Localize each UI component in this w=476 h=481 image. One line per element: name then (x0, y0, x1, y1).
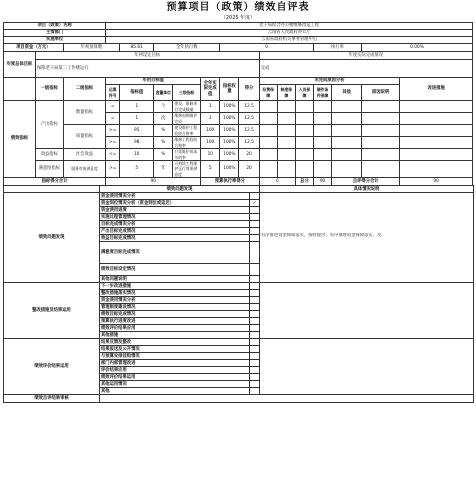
indicator-op: >= (106, 137, 120, 149)
application-item: 与预算安排挂钩情况 (100, 353, 250, 360)
rectify-item: 绩效评价结果应用 (100, 325, 250, 332)
diag-item: 目标完成情况分析 (100, 221, 250, 228)
indicator-val: 10 (120, 149, 154, 161)
diag-header-a: 具体情况说明 (260, 186, 474, 193)
header-r6: 原因说明 (361, 85, 399, 101)
application-item: 其他运用情况 (100, 381, 250, 388)
indicator-unit: % (154, 125, 173, 137)
indicator-val: 1 (120, 113, 154, 125)
form-year: （2025 年度） (220, 15, 256, 21)
indicator-op: = (106, 101, 120, 113)
indicator-unit: % (154, 149, 173, 161)
full-year-label: 全年执行数 (154, 44, 220, 52)
indicator-unit: 年 (154, 161, 173, 178)
header-op: 运算符号 (106, 85, 120, 101)
indicator-l2: 质量指标 (63, 125, 106, 149)
rectify-item: 下一步改进措施 (100, 283, 250, 290)
main-table (3, 22, 473, 186)
diag-item: 资金使用情况分析 (100, 193, 250, 200)
dept-value: 云南省人民政府办公厅 (106, 30, 473, 37)
indicator-group-label: 绩效指标 (4, 101, 36, 178)
indicator-weight: 100% (220, 149, 239, 161)
header-group-indicator (4, 78, 36, 101)
header-r1: 经费保障 (259, 85, 277, 101)
diag-item: 绩效目标设定情况 (100, 264, 250, 276)
indicator-weight: 100% (220, 161, 239, 178)
header-r5: 其他 (332, 85, 362, 101)
header-l1: 一级指标 (35, 78, 63, 101)
indicator-weight: 100% (220, 101, 239, 113)
diag-group-label: 绩效问题发现 (4, 193, 100, 283)
diag-item: 效益目标完成情况 (100, 235, 250, 242)
indicator-score: 12.5 (239, 125, 259, 137)
project-value: 老干局综合办公楼维修改造工程 (106, 23, 473, 30)
score-total-value: 90 (106, 178, 201, 186)
goals-planned-value: 保障老干局第二工作楼运行 (35, 60, 259, 78)
header-l3: 三级指标 (173, 85, 201, 101)
exec-score-value: 0 (259, 178, 295, 186)
indicator-val: 98 (120, 137, 154, 149)
diag-table (3, 185, 474, 403)
header-weight: 指标权重 (220, 78, 239, 101)
application-group-label: 绩效评价结果运用 (4, 339, 100, 395)
indicator-val: 95 (120, 125, 154, 137)
exec-score-label: 预算执行率得分 (201, 178, 260, 186)
indicator-op: = (106, 113, 120, 125)
indicator-weight: 100% (220, 113, 239, 125)
indicator-actual: 1 (201, 113, 220, 125)
indicator-score: 20 (239, 149, 259, 161)
indicator-score: 20 (239, 161, 259, 178)
total-label: 总分 (295, 178, 313, 186)
header-r4: 硬件条件保障 (314, 85, 332, 101)
exec-rate-label: 执行率 (314, 44, 362, 52)
year-budget-value: 85.61 (120, 44, 154, 52)
header-unit: 度量单位 (154, 85, 173, 101)
indicator-actual: 1 (201, 101, 220, 113)
check-mark-icon: ✓ (250, 200, 260, 207)
diag-item: 资金使用进度 (100, 207, 250, 214)
indicator-unit: % (154, 137, 173, 149)
goals-planned-label: 年初设定目标 (35, 52, 259, 60)
indicator-weight: 100% (220, 125, 239, 137)
indicator-actual: 5 (201, 161, 220, 178)
footer-label: 绩效自评结果审核 (4, 395, 100, 403)
exec-rate-value: 0.00% (361, 44, 472, 52)
header-l2: 二级指标 (63, 78, 106, 101)
diag-item: 满意度目标完成情况 (100, 242, 250, 264)
application-item: 评价结果应用 (100, 367, 250, 374)
self-score-value: 90 (400, 178, 473, 186)
header-reason-group: 未完成原因分析 (259, 78, 400, 85)
rectify-item: 预算执行进度改进 (100, 318, 250, 325)
rectify-item: 绩效目标完成情况 (100, 311, 250, 318)
indicator-val: 1 (120, 101, 154, 113)
indicator-l2: 数量指标 (63, 101, 106, 125)
indicator-score: 12.5 (239, 137, 259, 149)
year-budget-label: 年初预算数 (63, 44, 119, 52)
rectify-item: 整改措施落实情况 (100, 290, 250, 297)
indicator-l3: 可持续工程维护运行效果满意度 (173, 161, 201, 178)
rectify-group-label: 整改措施及结果运用 (4, 283, 100, 339)
indicator-l3: 建设维护工程验收合格率 (173, 125, 201, 137)
header-annual: 年初目标值 (106, 78, 201, 85)
header-r3: 人员保障 (295, 85, 313, 101)
diag-item: 实施过程管理情况 (100, 214, 250, 221)
indicator-l3: 维修周期维护完成 (173, 113, 201, 125)
total-value: 90 (314, 178, 332, 186)
application-item: 部门内部管理改进 (100, 360, 250, 367)
indicator-score: 12.5 (239, 101, 259, 113)
full-year-value: 0 (220, 44, 314, 52)
indicator-l1: 满意度指标 (35, 161, 63, 178)
indicator-actual: 10 (201, 149, 220, 161)
form-title: 预算项目（政策）绩效自评表 (166, 2, 310, 13)
indicator-l3: 维修工程验收合格率 (173, 137, 201, 149)
header-improve: 改进措施 (400, 78, 473, 101)
indicator-weight: 100% (220, 137, 239, 149)
indicator-l1: 效益指标 (35, 149, 63, 161)
self-evaluation-form (3, 2, 473, 477)
goals-actual-value: 完成 (259, 60, 472, 78)
indicator-actual: 100 (201, 125, 220, 137)
indicator-score: 12.5 (239, 113, 259, 125)
indicator-l3: 日常维护成本节约率 (173, 149, 201, 161)
application-item: 绩效评价结果运用 (100, 374, 250, 381)
indicator-unit: 个 (154, 101, 173, 113)
indicator-op: >= (106, 125, 120, 137)
indicator-unit: 次 (154, 113, 173, 125)
indicator-op: <= (106, 149, 120, 161)
diag-item: 产出目标完成情况 (100, 228, 250, 235)
diag-item: 其他问题说明 (100, 276, 250, 283)
header-r2: 制度保障 (277, 85, 295, 101)
impl-label: 实施单位 (4, 37, 106, 44)
rectify-item: 其他措施 (100, 332, 250, 339)
indicator-l2: 服务对象满意度 (63, 161, 106, 178)
application-item: 其他 (100, 388, 250, 395)
indicator-val: 5 (120, 161, 154, 178)
dept-label: 主管部门 (4, 30, 106, 37)
application-item: 结果报送及公开情况 (100, 346, 250, 353)
rectify-item: 管理制度建设情况 (100, 304, 250, 311)
score-total-label: 指标得分合计 (4, 178, 106, 186)
goals-actual-label: 年度实际完成情况 (259, 52, 472, 60)
impl-value: 云南省政府机关事务管理中心 (106, 37, 473, 44)
diag-item: 资金到位情况分析（资金到位或延迟） (100, 200, 250, 207)
indicator-op: >= (106, 161, 120, 178)
funds-label: 项目资金（万元） (4, 44, 64, 52)
diag-header-q: 绩效问题发现 (100, 186, 260, 193)
indicator-l3: 建设、维修项目完成数量 (173, 101, 201, 113)
indicator-l1: 产出指标 (35, 101, 63, 149)
project-label: 项目（政策）名称 (4, 23, 106, 30)
indicator-l2: 社会效益 (63, 149, 106, 161)
goals-label: 年度总体目标 (4, 52, 36, 78)
header-val: 指标值 (120, 85, 154, 101)
header-score: 得分 (239, 78, 259, 101)
header-full-val: 全年实际完成值 (201, 78, 220, 101)
indicator-actual: 100 (201, 137, 220, 149)
application-item: 结果反馈及整改 (100, 339, 250, 346)
self-score-label: 自评得分合计 (332, 178, 400, 186)
diag-answer-text: 有序推进资金保障落实，按时拨付，有序推进资金保障落实，及 (261, 233, 382, 238)
rectify-item: 资金使用情况分析 (100, 297, 250, 304)
